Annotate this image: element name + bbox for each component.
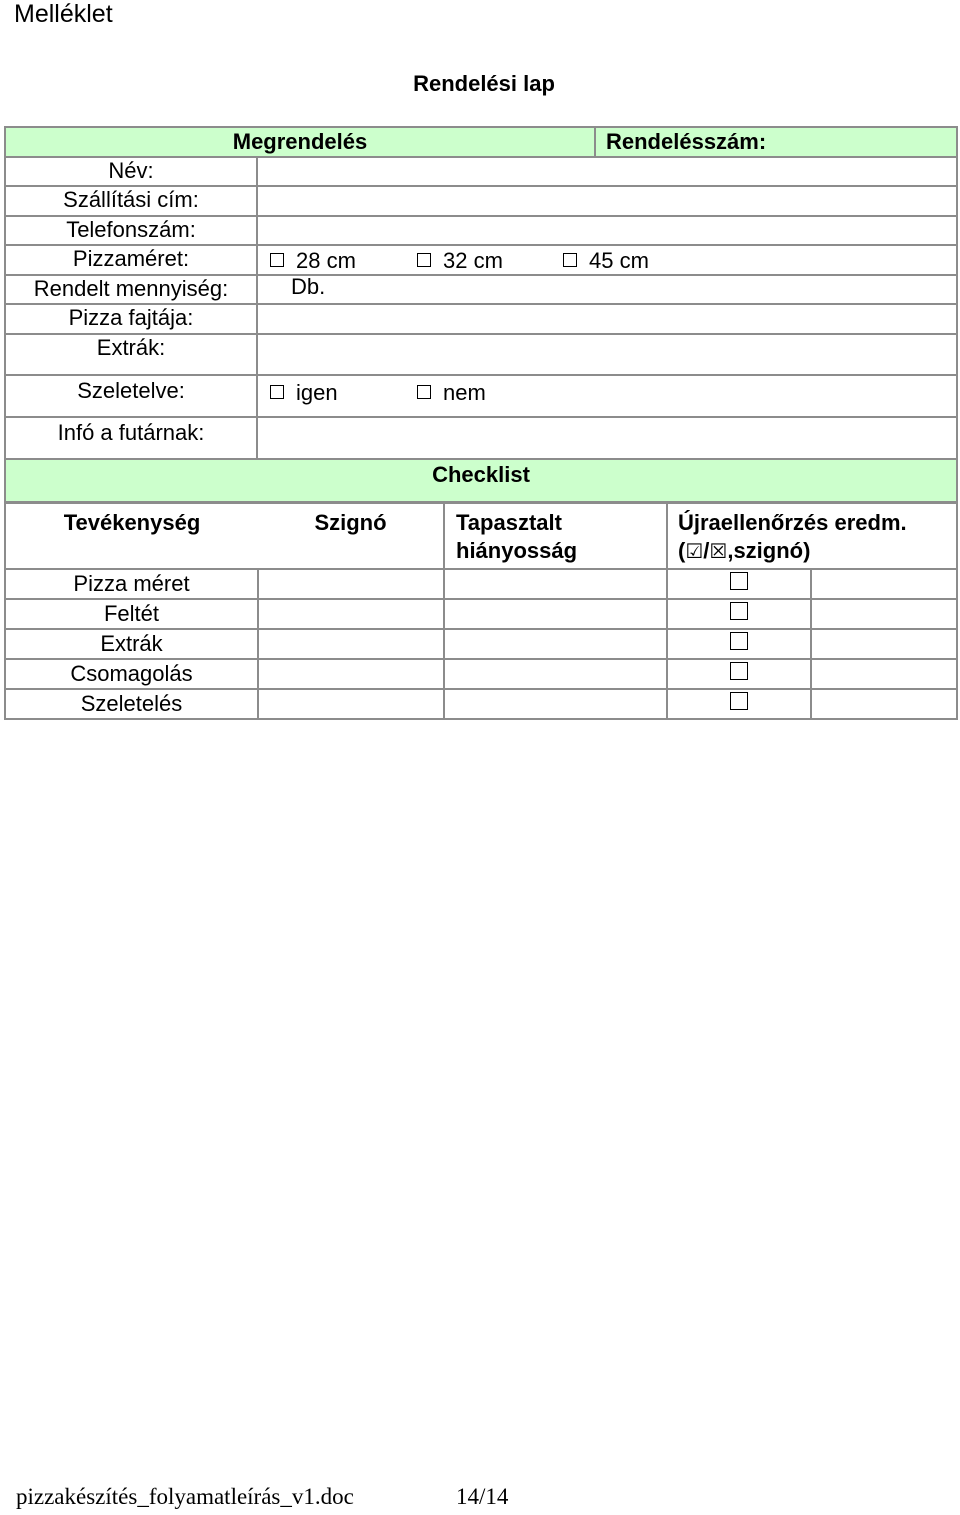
activity-topping: Feltét [5, 599, 258, 629]
courier-info-label: Infó a futárnak: [5, 417, 257, 459]
issue-cell[interactable] [444, 659, 667, 689]
checked-box-icon: ☑ [685, 539, 704, 563]
table-row [5, 659, 957, 689]
issue-cell[interactable] [444, 599, 667, 629]
size-label: Pizzaméret: [5, 245, 257, 275]
phone-field[interactable] [257, 216, 957, 245]
table-row [5, 569, 957, 599]
phone-label: Telefonszám: [5, 216, 257, 245]
signature-cell[interactable] [258, 629, 444, 659]
checkbox-icon [270, 253, 284, 267]
checklist-header-row [5, 503, 957, 569]
address-field[interactable] [257, 186, 957, 216]
recheck-cell[interactable] [667, 689, 811, 719]
order-header: Megrendelés [5, 127, 595, 157]
order-form-table [4, 126, 958, 503]
checklist-title: Checklist [5, 459, 957, 502]
checkbox-icon[interactable] [730, 692, 748, 710]
page-heading: Melléklet [14, 0, 113, 28]
activity-slicing: Szeletelés [5, 689, 258, 719]
quantity-label: Rendelt mennyiség: [5, 275, 257, 304]
issue-cell[interactable] [444, 569, 667, 599]
recheck-signature-cell[interactable] [811, 659, 957, 689]
recheck-signature-cell[interactable] [811, 599, 957, 629]
sliced-option-no[interactable]: nem [417, 380, 486, 406]
name-field[interactable] [257, 157, 957, 186]
sliced-option-yes[interactable]: igen [270, 380, 338, 406]
signature-cell[interactable] [258, 599, 444, 629]
recheck-cell[interactable] [667, 659, 811, 689]
extras-field[interactable] [257, 334, 957, 375]
recheck-signature-cell[interactable] [811, 629, 957, 659]
recheck-header: Újraellenőrzés eredm. (☑/☒,szignó) [667, 503, 957, 569]
table-row [5, 629, 957, 659]
activity-header: Tevékenység [5, 503, 258, 569]
footer-filename: pizzakészítés_folyamatleírás_v1.doc [16, 1484, 354, 1509]
quantity-unit: Db. [291, 274, 326, 299]
courier-info-field[interactable] [257, 417, 957, 459]
order-number-label: Rendelésszám: [595, 127, 957, 157]
recheck-cell[interactable] [667, 599, 811, 629]
checkbox-icon [417, 385, 431, 399]
size-option-28[interactable]: 28 cm [270, 248, 356, 274]
activity-packaging: Csomagolás [5, 659, 258, 689]
sliced-label: Szeletelve: [5, 375, 257, 417]
activity-extras: Extrák [5, 629, 258, 659]
quantity-field[interactable] [257, 275, 957, 304]
signature-cell[interactable] [258, 689, 444, 719]
pizza-type-field[interactable] [257, 304, 957, 334]
issue-cell[interactable] [444, 629, 667, 659]
footer-page-number: 14/14 [456, 1484, 509, 1509]
size-field [257, 245, 957, 275]
checkbox-icon [417, 253, 431, 267]
checkbox-icon[interactable] [730, 632, 748, 650]
signature-cell[interactable] [258, 659, 444, 689]
size-option-45[interactable]: 45 cm [563, 248, 649, 274]
table-row [5, 599, 957, 629]
checkbox-icon[interactable] [730, 602, 748, 620]
checkbox-icon[interactable] [730, 662, 748, 680]
recheck-cell[interactable] [667, 629, 811, 659]
signature-cell[interactable] [258, 569, 444, 599]
form-title: Rendelési lap [413, 71, 555, 96]
pizza-type-label: Pizza fajtája: [5, 304, 257, 334]
table-row [5, 689, 957, 719]
checklist-table [4, 502, 958, 720]
activity-pizza-size: Pizza méret [5, 569, 258, 599]
signature-header: Szignó [258, 503, 444, 569]
issue-header: Tapasztalt hiányosság [444, 503, 667, 569]
recheck-signature-cell[interactable] [811, 569, 957, 599]
recheck-cell[interactable] [667, 569, 811, 599]
extras-label: Extrák: [5, 334, 257, 375]
checkbox-icon [270, 385, 284, 399]
crossed-box-icon: ☒ [709, 539, 728, 563]
issue-cell[interactable] [444, 689, 667, 719]
recheck-signature-cell[interactable] [811, 689, 957, 719]
address-label: Szállítási cím: [5, 186, 257, 216]
checkbox-icon[interactable] [730, 572, 748, 590]
sliced-field [257, 375, 957, 417]
checkbox-icon [563, 253, 577, 267]
order-header-row [5, 127, 957, 157]
name-label: Név: [5, 157, 257, 186]
size-option-32[interactable]: 32 cm [417, 248, 503, 274]
